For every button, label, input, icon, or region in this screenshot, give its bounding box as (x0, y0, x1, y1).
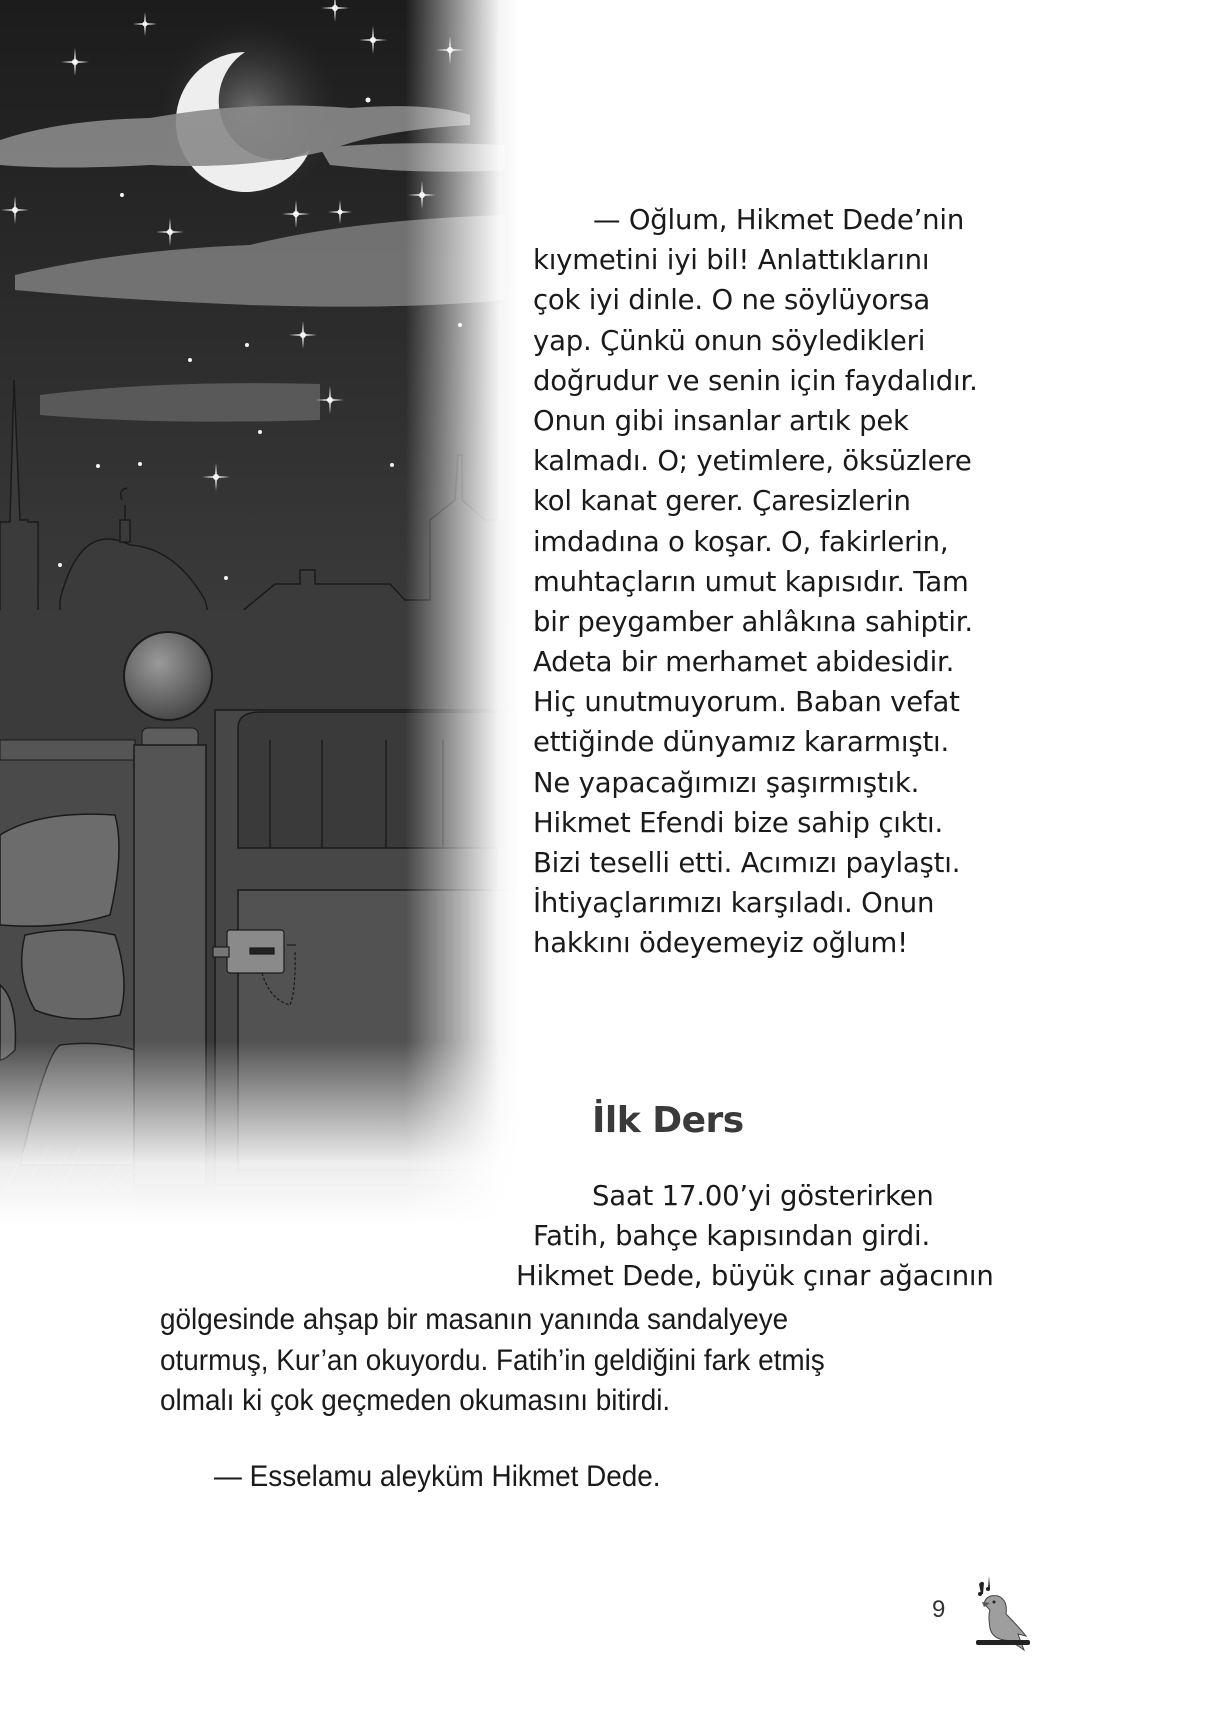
text-line: Hikmet Efendi bize sahip çıktı. (533, 806, 944, 839)
section-heading: İlk Ders (592, 1100, 744, 1141)
text-line: Onun gibi insanlar artık pek (533, 404, 909, 437)
text-line: muhtaçların umut kapısıdır. Tam (533, 565, 969, 598)
text-line: Saat 17.00’yi gösterirken (592, 1180, 934, 1212)
page-number: 9 (932, 1596, 946, 1623)
text-line: doğrudur ve senin için faydalıdır. (533, 364, 978, 397)
text-line: bir peygamber ahlâkına sahiptir. (533, 605, 973, 638)
text-line: çok iyi dinle. O ne söylüyorsa (533, 284, 931, 317)
greeting-line: — Esselamu aleyküm Hikmet Dede. (214, 1460, 661, 1493)
text-line: Hiç unutmuyorum. Baban vefat (533, 686, 960, 719)
text-line: hakkını ödeyemeyiz oğlum! (533, 927, 908, 960)
text-line: gölgesinde ahşap bir masanın yanında sandalyeye (160, 1303, 789, 1336)
text-line: İhtiyaçlarımızı karşıladı. Onun (533, 887, 935, 920)
page-footer (932, 1574, 1032, 1664)
text-line: Bizi teselli etti. Acımızı paylaştı. (533, 847, 961, 879)
text-line: kol kanat gerer. Çaresizlerin (533, 485, 911, 518)
text-line: — Oğlum, Hikmet Dede’nin (593, 204, 965, 236)
mother-dialogue-paragraph (533, 200, 1053, 964)
text-line: kıymetini iyi bil! Anlattıklarını (533, 244, 930, 277)
text-line: olmalı ki çok geçmeden okumasını bitirdi. (160, 1384, 671, 1417)
text-line: oturmuş, Kur’an okuyordu. Fatih’in geldiğini fark etmiş (160, 1343, 825, 1377)
text-line: ettiğinde dünyamız kararmıştı. (533, 726, 950, 759)
text-line: Fatih, bahçe kapısından girdi. (533, 1220, 931, 1252)
text-line: kalmadı. O; yetimlere, öksüzlere (533, 445, 972, 478)
night-scene-illustration (0, 0, 520, 1225)
text-line: Hikmet Dede, büyük çınar ağacının (516, 1260, 994, 1292)
text-line: imdadına o koşar. O, fakirlerin, (533, 525, 949, 558)
text-line: Adeta bir merhamet abidesidir. (533, 646, 955, 679)
text-line: Ne yapacağımızı şaşırmıştık. (533, 766, 920, 799)
singing-bird-icon (968, 1574, 1038, 1668)
music-note-icon (978, 1576, 990, 1596)
text-line: yap. Çünkü onun söyledikleri (533, 324, 926, 357)
narration-paragraph (160, 1300, 825, 1422)
